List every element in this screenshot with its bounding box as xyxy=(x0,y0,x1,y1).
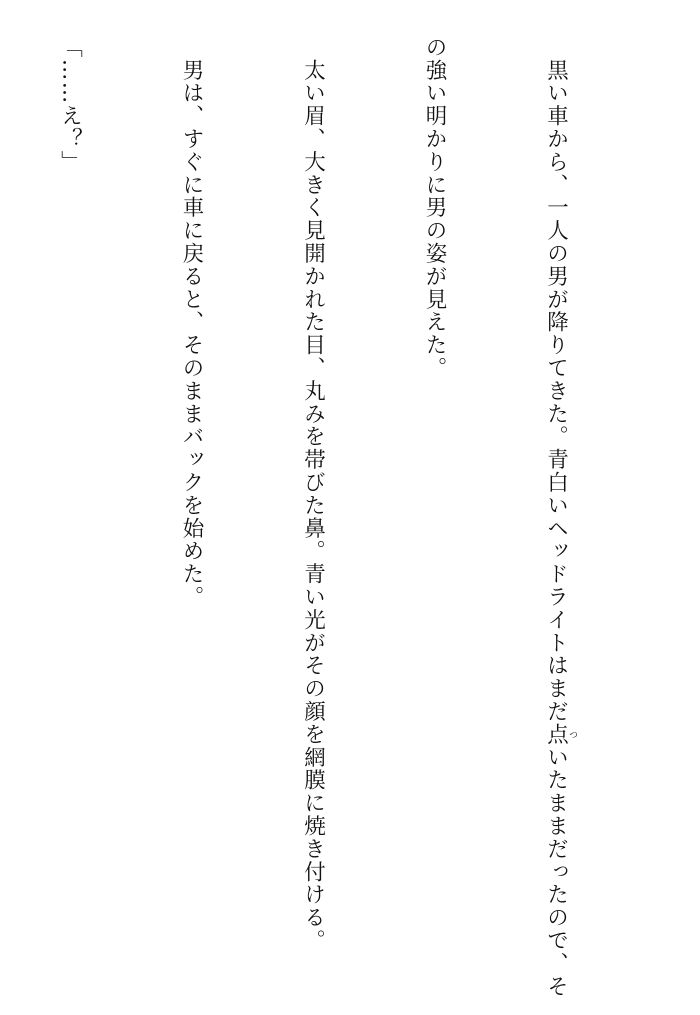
text-line-1 xyxy=(535,36,577,998)
text-line-3: 太い眉、大きく見開かれた目、丸みを帯びた鼻。青い光がその顔を網膜に焼き付ける。 xyxy=(300,36,326,952)
text-line-2: の強い明かりに男の姿が見えた。 xyxy=(422,36,447,380)
ruby-base-ten: 点 xyxy=(543,723,569,746)
vertical-text-body xyxy=(0,36,658,998)
text-line-1-before: 黒い車から、一人の男が降りてきた。青白いヘッドライトはまだ xyxy=(543,36,569,723)
ruby-reading-tsu: つ xyxy=(567,723,577,746)
text-line-1-after: いたままだったので、そ xyxy=(543,745,569,998)
ruby-tsu xyxy=(543,723,577,746)
text-line-5: 「……え？」 xyxy=(57,36,83,174)
text-line-4: 男は、すぐに車に戻ると、そのままバックを始めた。 xyxy=(179,36,204,609)
